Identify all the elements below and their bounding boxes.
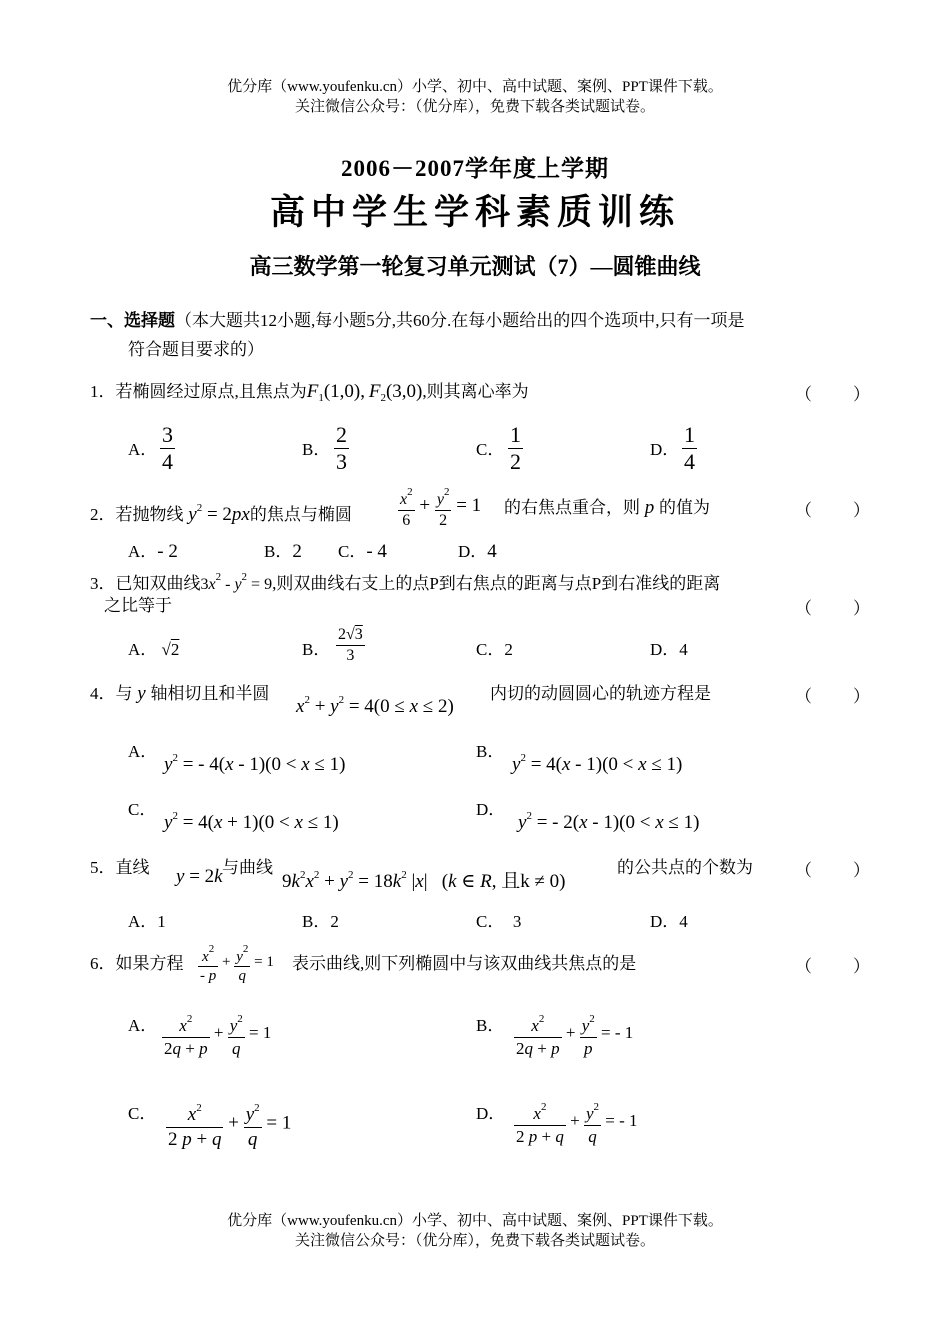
q3-option-c: C．2: [476, 640, 513, 659]
q5-number: 5．: [90, 858, 116, 877]
q4-option-d-label: D．: [476, 800, 506, 819]
q2-text-tail: [504, 496, 710, 520]
question-2: [90, 496, 352, 527]
q6-option-a-label: A．: [128, 1016, 158, 1035]
q4-text-c: 内切的动圆圆心的轨迹方程是: [490, 684, 711, 703]
q3-option-b-value: $\frac{2√3}{3}$: [338, 626, 363, 664]
footer-line-1: 优分库（www.youfenku.cn）小学、初中、高中试题、案例、PPT课件下载。: [227, 1213, 723, 1229]
q3-option-d: D．4: [650, 640, 688, 659]
title-year: 2006－2007学年度上学期: [341, 156, 609, 181]
q1-option-a-label: A．: [128, 440, 158, 459]
q4-text-b: 轴相切且和半圆: [150, 684, 270, 703]
q1-formula: $F_1(1,0)$, $F_2(3,0)$: [306, 381, 423, 404]
q6-option-a-value: $\frac{x^2}{2q + p}$ + $\frac{y^2}{q}$ = 1: [164, 1013, 272, 1058]
section-label: 一、选择题: [90, 311, 175, 330]
q1-option-b-label: B．: [302, 440, 331, 459]
q6-option-b-label: B．: [476, 1016, 505, 1035]
q1-option-c-label: C．: [476, 440, 505, 459]
q4-answer-paren: （ ）: [795, 687, 882, 706]
q5-option-d: D．4: [650, 912, 688, 931]
q2-option-a: A．- 2: [128, 541, 178, 562]
q4-option-a-label: A．: [128, 742, 158, 761]
q3-text-b: ,则双曲线右支上的点P到右焦点的距离与点P到右准线的距离: [272, 574, 721, 593]
question-1: [90, 380, 529, 410]
header-line-1: 优分库（www.youfenku.cn）小学、初中、高中试题、案例、PPT课件下载。: [227, 79, 723, 95]
q3-option-b-label: B．: [302, 640, 331, 659]
q4-text-a: 与: [115, 684, 133, 703]
q2-formula-parabola: $y^2 = 2px$: [188, 502, 250, 525]
q4-option-c-value: $y^2 = 4(x + 1)(0 < x \le 1)$: [164, 810, 339, 833]
q5-option-a: A．1: [128, 912, 166, 931]
q4-formula: $x^2 + y^2 = 4(0 \le x \le 2)$: [296, 694, 454, 717]
q3-option-a-value: √2: [157, 640, 180, 659]
q1-answer-paren: （ ）: [795, 385, 882, 404]
q3-text-a: 已知双曲线: [115, 574, 201, 593]
footer-line-2: 关注微信公众号：（优分库），免费下载各类试题试卷。: [294, 1233, 655, 1249]
q2-formula-ellipse: $\frac{x^2}{6}$ + $\frac{y^2}{2}$ = 1: [400, 486, 482, 529]
q6-option-d-value: $\frac{x^2}{2 p + q}$ + $\frac{y^2}{q}$ = - 1: [516, 1101, 638, 1146]
q2-var-p: p: [640, 497, 659, 518]
q6-text-a: 如果方程: [115, 954, 184, 973]
q1-text-a: 若椭圆经过原点,且焦点为: [115, 382, 307, 401]
q6-number: 6．: [90, 954, 116, 973]
q6-answer-paren: （ ）: [795, 957, 882, 976]
q2-answer-paren: （ ）: [795, 501, 882, 520]
q5-text-a: 直线: [115, 858, 150, 877]
q4-option-b-value: $y^2 = 4(x - 1)(0 < x \le 1)$: [512, 752, 683, 775]
q5-option-c: C． 3: [476, 912, 522, 931]
q4-var-y: y: [132, 683, 151, 704]
q3-answer-paren: （ ）: [795, 599, 882, 618]
q2-option-b: B．2: [264, 541, 302, 562]
q4-option-b-label: B．: [476, 742, 505, 761]
q6-formula: $\frac{x^2}{- p}$ + $\frac{y^2}{q}$ = 1: [200, 943, 274, 984]
section-desc-2: 符合题目要求的）: [128, 340, 264, 359]
question-3: [90, 565, 720, 597]
q1-number: 1．: [90, 382, 116, 401]
q5-option-b: B．2: [302, 912, 339, 931]
q1-option-a-value: $\frac{3}{4}$: [162, 422, 173, 474]
title-sub: 高三数学第一轮复习单元测试（7）—圆锥曲线: [249, 254, 701, 279]
q6-text-b: 表示曲线,则下列椭圆中与该双曲线共焦点的是: [292, 954, 637, 973]
q2-text-b: 的焦点与椭圆: [249, 505, 352, 524]
q1-option-b-value: $\frac{2}{3}$: [336, 422, 347, 474]
question-5-start: [90, 856, 150, 880]
header-line-2: 关注微信公众号：（优分库），免费下载各类试题试卷。: [294, 99, 655, 115]
q2-option-c: C．- 4: [338, 541, 387, 562]
q5-formula-curve: $9k^2x^2 + y^2 = 18k^2$ |x| (k ∈ R, 且k ≠ 0): [282, 869, 566, 892]
q2-text-a: 若抛物线: [115, 505, 184, 524]
q6-option-d-label: D．: [476, 1104, 506, 1123]
q2-number: 2．: [90, 505, 116, 524]
q2-text-c: 的右焦点重合，则: [504, 498, 640, 517]
q4-option-a-value: $y^2$ = - 4(x - 1)(0 < x ≤ 1): [164, 752, 346, 775]
q6-option-b-value: $\frac{x^2}{2q + p}$ + $\frac{y^2}{p}$ = - 1: [516, 1013, 634, 1058]
q6-option-c-value: $\frac{x^2}{2 p + q}$ + $\frac{y^2}{q}$ = 1: [168, 1102, 292, 1150]
q3-number: 3．: [90, 574, 116, 593]
q6-option-c-label: C．: [128, 1104, 157, 1123]
question-6-start: [90, 952, 184, 976]
title-main: 高中学生学科素质训练: [269, 193, 680, 232]
q1-option-c-value: $\frac{1}{2}$: [510, 422, 521, 474]
q5-answer-paren: （ ）: [795, 861, 882, 880]
q5-text-c: 的公共点的个数为: [617, 858, 753, 877]
q3-formula: $3x^2 - y^2 = 9$: [200, 571, 273, 593]
q3-text-c: 之比等于: [104, 596, 172, 615]
q2-option-d: D．4: [458, 541, 497, 562]
q1-option-d-label: D．: [650, 440, 680, 459]
q4-number: 4．: [90, 684, 116, 703]
q1-option-d-value: $\frac{1}{4}$: [684, 422, 695, 474]
q2-text-d: 的值为: [659, 498, 710, 517]
q5-formula-line: y = 2k: [176, 866, 223, 887]
q4-option-c-label: C．: [128, 800, 157, 819]
question-4: [90, 682, 269, 706]
q1-text-b: ,则其离心率为: [422, 382, 529, 401]
section-desc-1: （本大题共12小题,每小题5分,共60分.在每小题给出的四个选项中,只有一项是: [175, 311, 745, 330]
q5-text-b: 与曲线: [222, 858, 273, 877]
q4-option-d-value: $y^2$ = - 2(x - 1)(0 < x ≤ 1): [518, 810, 700, 833]
q3-option-a: A． √2: [128, 640, 180, 659]
section-heading: [90, 309, 745, 333]
